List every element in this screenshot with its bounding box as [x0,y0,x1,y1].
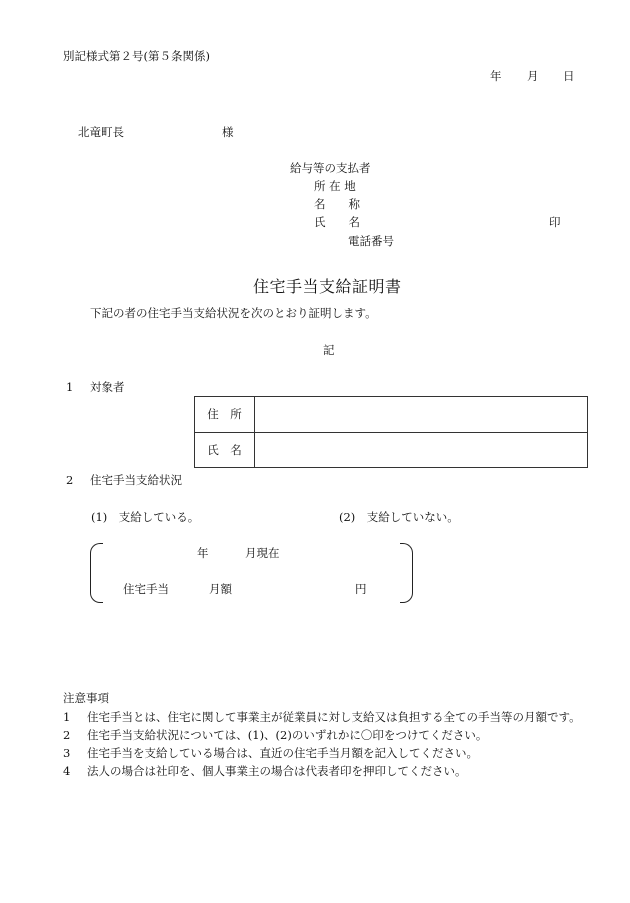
note-text: 法人の場合は社印を、個人事業主の場合は代表者印を押印してください。 [87,764,467,778]
date-month: 月 [527,69,539,83]
allowance-label: 住宅手当 [123,582,169,596]
note-item [63,744,593,762]
note-number: 2 [63,728,71,742]
payer-location-label: 所 在 地 [314,179,356,193]
address-field[interactable] [255,397,588,433]
section1-label: 対象者 [90,380,125,394]
note-number: 3 [63,746,71,760]
section1-number: 1 [66,380,74,394]
note-item [63,726,593,744]
status-year-label: 年 [197,546,209,560]
payer-phone-label: 電話番号 [348,234,394,248]
note-text: 住宅手当とは、住宅に関して事業主が従業員に対し支給又は負担する全ての手当等の月額です。 [87,710,581,724]
date-day: 日 [563,69,575,83]
payer-heading: 給与等の支払者 [290,161,371,175]
section2-label: 住宅手当支給状況 [90,473,182,487]
monthly-label: 月額 [209,582,232,596]
note-item [63,708,593,726]
table-row [195,432,588,468]
seal-mark: 印 [549,215,561,229]
name-label: 氏 名 [195,432,255,468]
note-text: 住宅手当支給状況については、(1)、(2)のいずれかに〇印をつけてください。 [87,728,488,742]
right-bracket [400,543,413,603]
intro-text: 下記の者の住宅手当支給状況を次のとおり証明します。 [90,306,377,320]
document-title: 住宅手当支給証明書 [253,277,402,296]
payer-person-label: 氏 名 [314,215,360,229]
address-label: 住 所 [195,397,255,433]
note-text: 住宅手当を支給している場合は、直近の住宅手当月額を記入してください。 [87,746,478,760]
payer-company-label: 名 称 [314,197,360,211]
status-month-label: 月現在 [245,546,280,560]
addressee-honorific: 様 [222,125,234,139]
ki-heading: 記 [323,343,335,357]
notes-heading: 注意事項 [63,691,109,705]
note-item [63,762,593,780]
note-number: 4 [63,764,71,778]
left-bracket [90,543,103,603]
notes-section [63,690,593,780]
table-row [195,397,588,433]
option-paying[interactable]: (1) 支給している。 [91,510,200,524]
date-year: 年 [490,69,502,83]
addressee-name: 北竜町長 [78,125,124,139]
target-person-table [194,396,588,468]
option-not-paying[interactable]: (2) 支給していない。 [339,510,459,524]
form-reference: 別記様式第２号(第５条関係) [63,49,210,63]
name-field[interactable] [255,432,588,468]
section2-number: 2 [66,473,74,487]
yen-label: 円 [355,582,367,596]
note-number: 1 [63,710,71,724]
